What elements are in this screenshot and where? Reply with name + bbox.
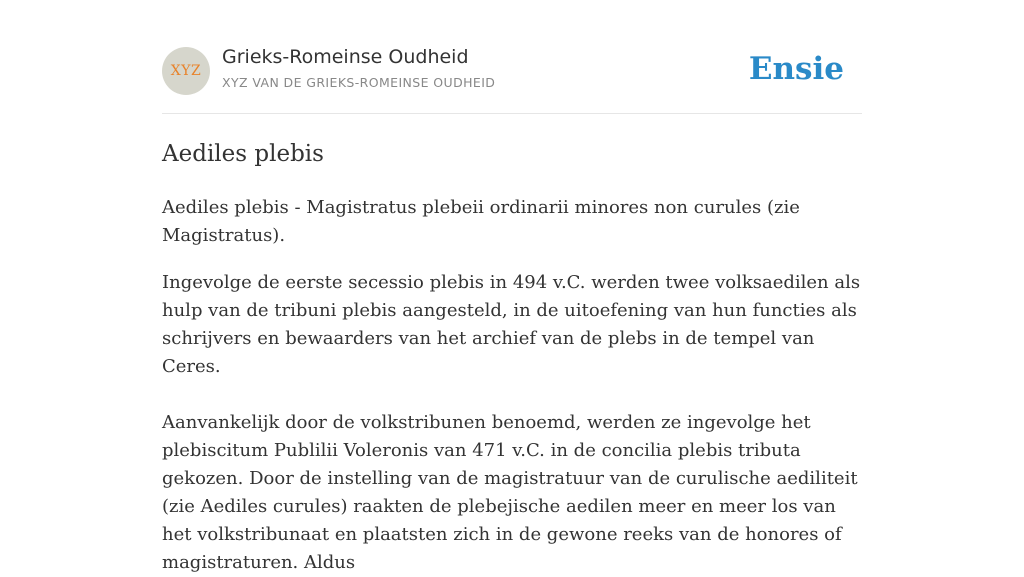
article-title: Aediles plebis [162, 141, 324, 167]
brand-logo[interactable]: Ensie [748, 51, 844, 87]
site-subtitle: XYZ VAN DE GRIEKS-ROMEINSE OUDHEID [222, 75, 496, 90]
article-lead: Aediles plebis - Magistratus plebeii ordinarii minores non curules (zie Magistratus). [162, 197, 800, 246]
article-paragraph: Ingevolge de eerste secessio plebis in 494 v.C. werden twee volksaedilen als hulp van de tribuni plebis aangesteld, in de uitoefening van hun functies als schrijvers en bewaarders van het archief van de plebs in de tempel van Ceres. [162, 272, 861, 377]
article-paragraph: Aanvankelijk door de volkstribunen benoemd, werden ze ingevolge het plebiscitum Publilii Voleronis van 471 v.C. in de concilia plebis tributa gekozen. Door de instelling van de magistratuur van de curulische aediliteit (zie Aediles curules) raakten de plebejische aedilen meer en meer los van het volkstribunaat en plaatsten zich in de gewone reeks van de honores of magistraturen. Aldus [162, 412, 858, 573]
page [162, 0, 862, 577]
avatar[interactable] [162, 47, 210, 95]
avatar-label: XYZ [170, 63, 202, 79]
site-header [162, 0, 862, 114]
site-title[interactable]: Grieks-Romeinse Oudheid [222, 46, 469, 68]
